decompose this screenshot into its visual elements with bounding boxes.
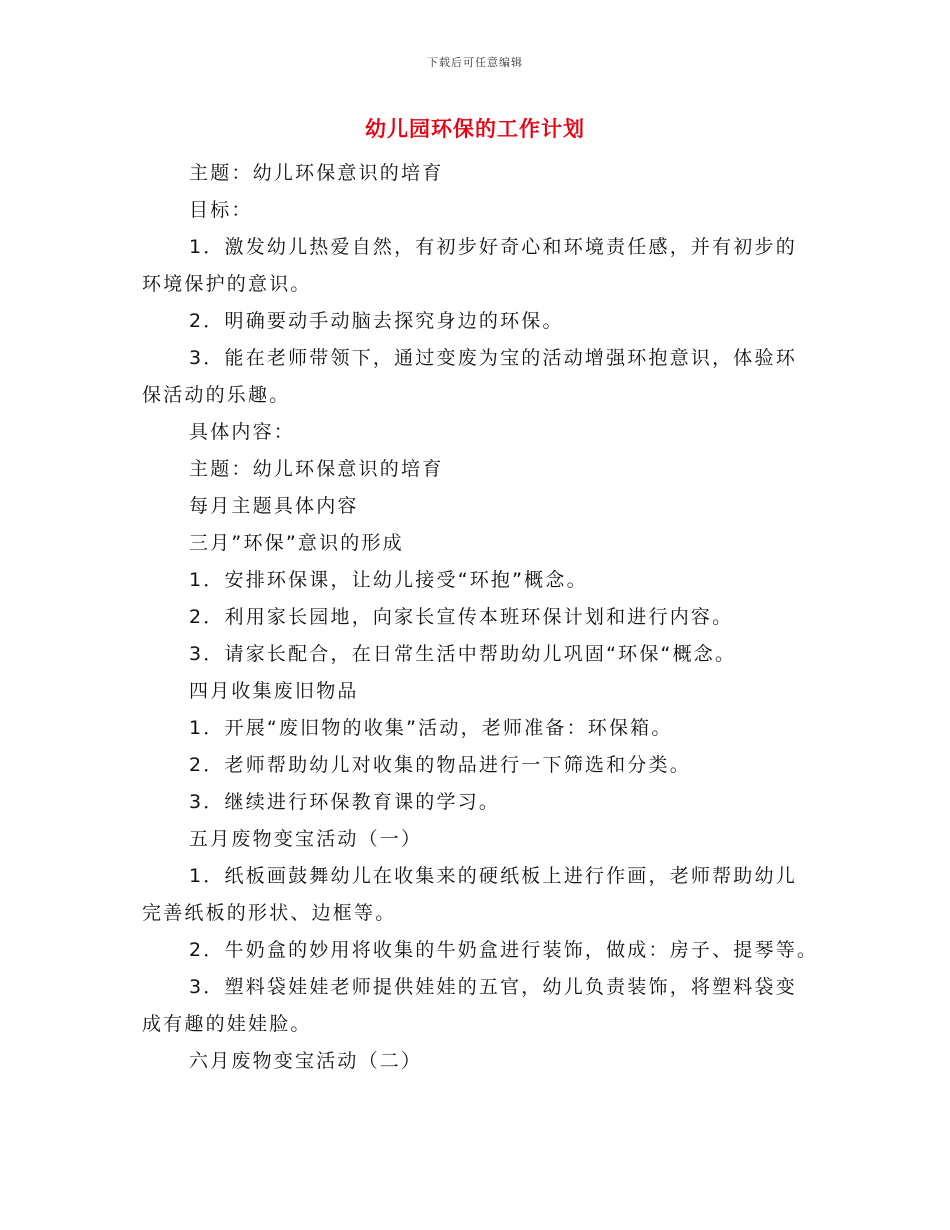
paragraph-line: 每月主题具体内容 <box>189 495 359 517</box>
paragraph <box>142 932 822 969</box>
paragraph-line: 具体内容： <box>189 421 296 443</box>
paragraph-line: 四月收集废旧物品 <box>189 680 359 702</box>
paragraph-line: 完善纸板的形状、边框等。 <box>142 902 397 924</box>
paragraph <box>142 858 822 932</box>
paragraph-line: 3．继续进行环保教育课的学习。 <box>189 791 501 813</box>
paragraph <box>142 969 822 1043</box>
paragraph <box>142 340 822 414</box>
paragraph-line: 3．塑料袋娃娃老师提供娃娃的五官，幼儿负责装饰，将塑料袋变 <box>189 976 797 998</box>
paragraph <box>142 451 822 488</box>
paragraph <box>142 562 822 599</box>
paragraph-line: 3．请家长配合，在日常生活中帮助幼儿巩固“环保“概念。 <box>189 643 737 665</box>
paragraph-line: 1．激发幼儿热爱自然，有初步好奇心和环境责任感，并有初步的 <box>189 236 797 258</box>
paragraph-line: 环境保护的意识。 <box>142 273 312 295</box>
paragraph <box>142 599 822 636</box>
paragraph <box>142 414 822 451</box>
header-note: 下载后可任意编辑 <box>427 56 523 69</box>
paragraph-line: 1．开展“废旧物的收集”活动，老师准备：环保箱。 <box>189 717 673 739</box>
paragraph-line: 2．明确要动手动脑去探究身边的环保。 <box>189 310 564 332</box>
document-body <box>142 155 822 1080</box>
paragraph <box>142 192 822 229</box>
paragraph-line: 1．纸板画鼓舞幼儿在收集来的硬纸板上进行作画，老师帮助幼儿 <box>189 865 797 887</box>
paragraph <box>142 155 822 192</box>
paragraph <box>142 1043 822 1080</box>
paragraph <box>142 636 822 673</box>
paragraph <box>142 229 822 303</box>
paragraph <box>142 747 822 784</box>
paragraph <box>142 673 822 710</box>
paragraph-line: 六月废物变宝活动（二） <box>189 1050 423 1072</box>
paragraph <box>142 710 822 747</box>
paragraph-line: 五月废物变宝活动（一） <box>189 828 423 850</box>
paragraph-line: 保活动的乐趣。 <box>142 384 291 406</box>
document-title: 幼儿园环保的工作计划 <box>365 117 585 141</box>
paragraph-line: 2．牛奶盒的妙用将收集的牛奶盒进行装饰，做成：房子、提琴等。 <box>189 939 819 961</box>
paragraph <box>142 488 822 525</box>
paragraph-line: 1．安排环保课，让幼儿接受“环抱”概念。 <box>189 569 588 591</box>
paragraph-line: 主题：幼儿环保意识的培育 <box>189 162 444 184</box>
paragraph-line: 成有趣的娃娃脸。 <box>142 1013 312 1035</box>
paragraph-line: 三月”环保”意识的形成 <box>189 532 404 554</box>
paragraph-line: 2．老师帮助幼儿对收集的物品进行一下筛选和分类。 <box>189 754 691 776</box>
paragraph <box>142 821 822 858</box>
paragraph <box>142 303 822 340</box>
paragraph-line: 3．能在老师带领下，通过变废为宝的活动增强环抱意识，体验环 <box>189 347 797 369</box>
paragraph-line: 目标： <box>189 199 253 221</box>
paragraph-line: 主题：幼儿环保意识的培育 <box>189 458 444 480</box>
paragraph <box>142 525 822 562</box>
paragraph <box>142 784 822 821</box>
paragraph-line: 2．利用家长园地，向家长宣传本班环保计划和进行内容。 <box>189 606 734 628</box>
